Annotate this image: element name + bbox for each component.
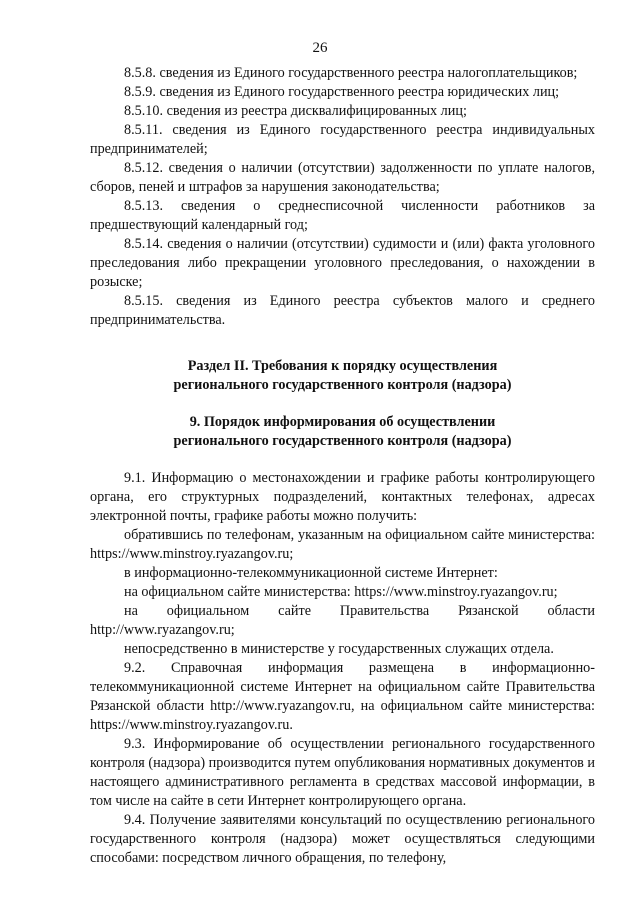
paragraph-internet: в информационно-телекоммуникационной системе Интернет: — [124, 565, 498, 581]
paragraph-8-5-13: 8.5.13. сведения о среднесписочной численности работников за предшествующий календарный год; — [90, 198, 595, 233]
paragraph-8-5-11: 8.5.11. сведения из Единого государственного реестра индивидуальных предпринимателей; — [90, 122, 595, 157]
paragraph-ministry-site: на официальном сайте министерства: https://www.minstroy.ryazangov.ru; — [124, 584, 558, 600]
paragraph-8-5-15: 8.5.15. сведения из Единого реестра субъектов малого и среднего предпринимательства. — [90, 293, 595, 328]
subsection-title-line-2: регионального государственного контроля (надзора) — [173, 433, 512, 449]
paragraph-9-3: 9.3. Информирование об осуществлении регионального государственного контроля (надзора) производится путем опубликования нормативных документов и настоящего административного регламента в средствах массовой информации, в том числе на сайте в сети Интернет контролирующего органа. — [90, 736, 596, 809]
paragraph-8-5-14: 8.5.14. сведения о наличии (отсутствии) судимости и (или) факта уголовного преследования либо прекращении уголовного преследования, о нахождении в розыске; — [90, 236, 595, 290]
section-title-line-1: Раздел II. Требования к порядку осуществления — [187, 358, 498, 374]
paragraph-9-4: 9.4. Получение заявителями консультаций по осуществлению регионального государственного контроля (надзора) может осуществляться следующими способами: посредством личного обращения, по телефону, — [90, 812, 595, 866]
paragraph-8-5-10: 8.5.10. сведения из реестра дисквалифицированных лиц; — [124, 103, 467, 119]
section-title-line-2: регионального государственного контроля (надзора) — [173, 377, 512, 393]
subsection-title-line-1: 9. Порядок информирования об осуществлении — [189, 414, 496, 430]
paragraph-8-5-8: 8.5.8. сведения из Единого государственного реестра налогоплательщиков; — [124, 65, 578, 81]
paragraph-9-2: 9.2. Справочная информация размещена в информационно-телекоммуникационной системе Интернет на официальном сайте Правительства Рязанской области http://www.ryazangov.ru, на официальном сайте министерства: https://www.minstroy.ryazangov.ru. — [90, 660, 595, 733]
paragraph-9-1: 9.1. Информацию о местонахождении и графике работы контролирующего органа, его структурных подразделений, контактных телефонах, адресах электронной почты, графике работы можно получить: — [90, 470, 595, 524]
paragraph-by-phone: обратившись по телефонам, указанным на официальном сайте министерства: https://www.minstroy.ryazangov.ru; — [90, 527, 595, 562]
page-number: 26 — [312, 40, 328, 56]
paragraph-in-person: непосредственно в министерстве у государственных служащих отдела. — [124, 641, 554, 657]
paragraph-8-5-12: 8.5.12. сведения о наличии (отсутствии) задолженности по уплате налогов, сборов, пеней и штрафов за нарушения законодательства; — [90, 160, 595, 195]
document-body — [90, 64, 595, 868]
paragraph-government-site: на официальном сайте Правительства Рязанской области http://www.ryazangov.ru; — [90, 603, 595, 638]
paragraph-8-5-9: 8.5.9. сведения из Единого государственного реестра юридических лиц; — [124, 84, 560, 100]
